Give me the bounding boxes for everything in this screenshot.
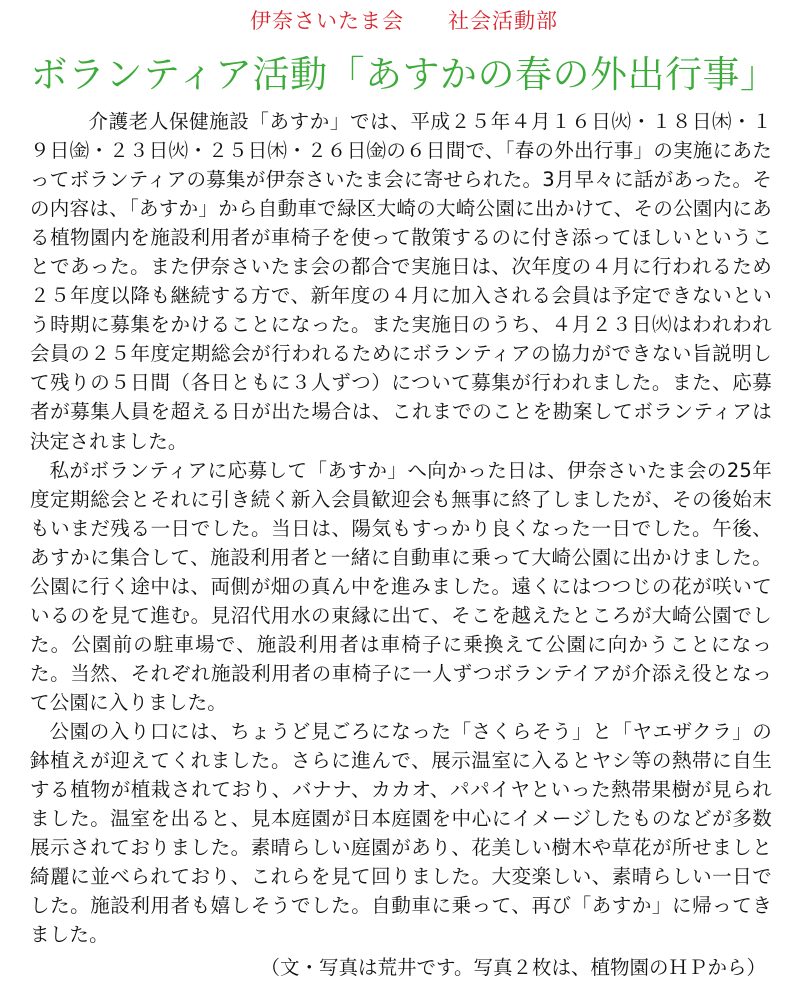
paragraph-recruitment: 介護老人保健施設「あすか」では、平成２５年４月１６日㈫・１８日㈭・１９日㈮・２３日㈫・２５日㈭・２６日㈮の６日間で、「春の外出行事」の実施にあたってボランティアの募集が伊奈さいたま会に寄せられた。3月早々に話があった。その内容は、「あすか」から自動車で緑区大崎の大崎公園に出かけて、その公園内にある植物園内を施設利用者が車椅子を使って散策するのに付き添ってほしいということであった。また伊奈さいたま会の都合で実施日は、次年度の４月に行われるため２５年度以降も継続する方で、新年度の４月に加入される会員は予定できないという時期に募集をかけることになった。また実施日のうち、４月２３日㈫はわれわれ会員の２５年度定期総会が行われるためにボランティアの協力ができない旨説明して残りの５日間（各日ともに３人ずつ）について募集が行われました。また、応募者が募集人員を超える日が出た場合は、これまでのことを勘案してボランティアは決定されました。 (30, 110, 772, 453)
paragraph-outing-day: 私がボランティアに応募して「あすか」へ向かった日は、伊奈さいたま会の25年度定期総会とそれに引き続く新入会員歓迎会も無事に終了しましたが、その後始末もいまだ残る一日でした。当日は、陽気もすっかり良くなった一日でした。午後、あすかに集合して、施設利用者と一緒に自動車に乗って大崎公園に出かけました。公園に行く途中は、両側が畑の真ん中を進みました。遠くにはつつじの花が咲いているのを見て進む。見沼代用水の東縁に出て、そこを越えたところが大崎公園でした。公園前の駐車場で、施設利用者は車椅子に乗換えて公園に向かうことになった。当然、それぞれ施設利用者の車椅子に一人ずつボランテイアが介添え役となって公園に入りました。 (30, 458, 772, 714)
article-title: ボランティア活動「あすかの春の外出行事」 (30, 53, 778, 96)
photo-credit: （文・写真は荒井です。写真２枚は、植物園のＨＰから） (260, 956, 766, 980)
organization-header: 伊奈さいたま会 社会活動部 (250, 9, 558, 33)
paragraph-park-visit: 公園の入り口には、ちょうど見ごろになった「さくらそう」と「ヤエザクラ」の鉢植えが迎えてくれました。さらに進んで、展示温室に入るとヤシ等の熱帯に自生する植物が植栽されており、バナナ、カカオ、パパイヤといった熱帯果樹が見られました。温室を出ると、見本庭園が日本庭園を中心にイメージしたものなどが多数展示されておりました。素晴らしい庭園があり、花美しい樹木や草花が所せましと綺麗に並べられており、これらを見て回りました。大変楽しい、素晴らしい一日でした。施設利用者も嬉しそうでした。自動車に乗って、再び「あすか」に帰ってきました。 (30, 719, 772, 947)
article-body (30, 107, 772, 949)
